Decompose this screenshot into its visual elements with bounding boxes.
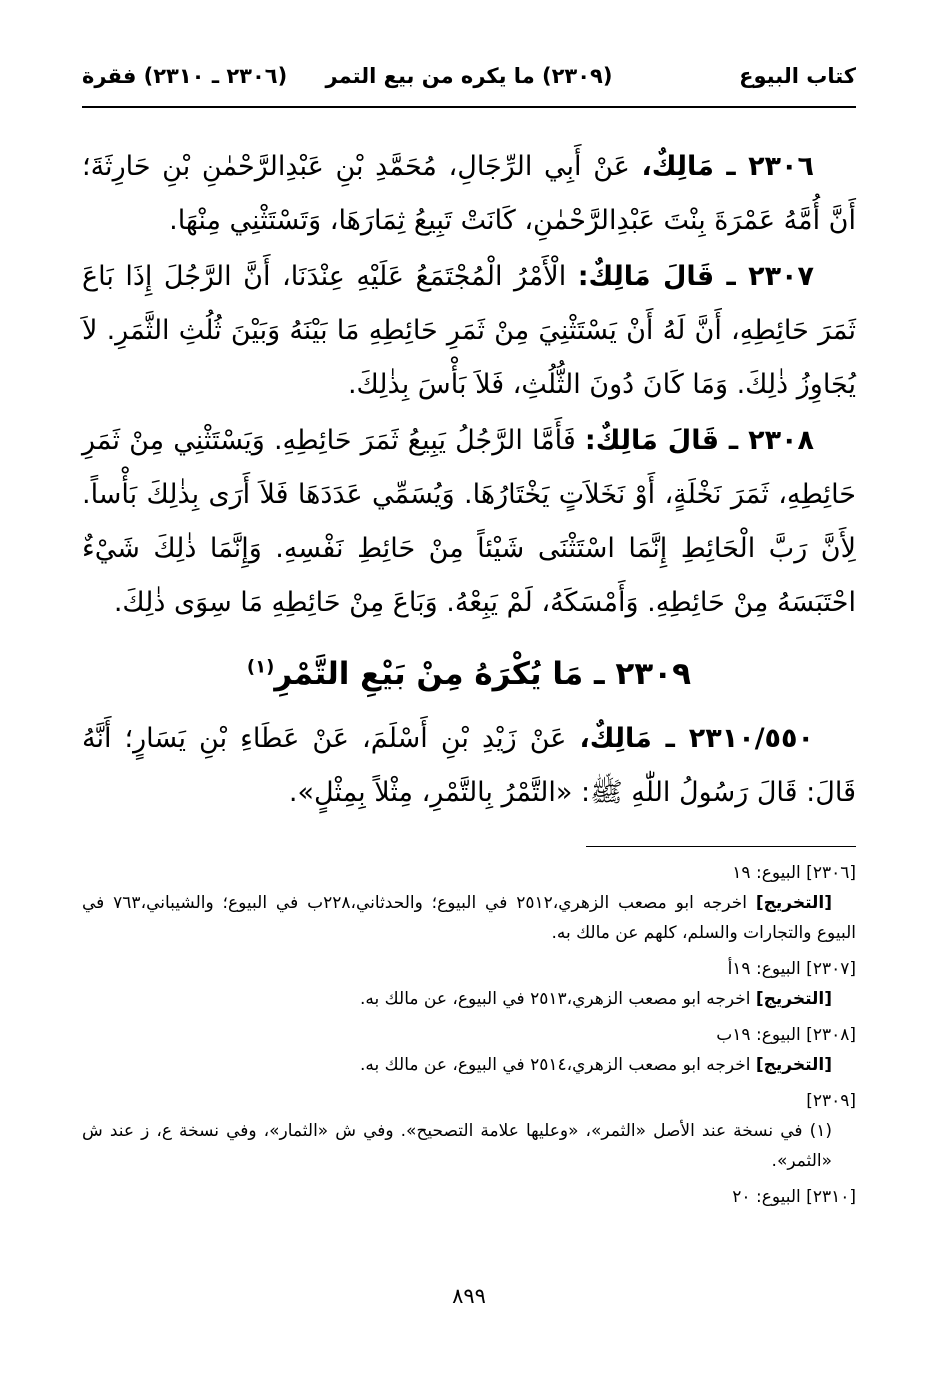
header-rule <box>82 106 856 108</box>
footnote-reference: [٢٣٠٩] <box>806 1091 856 1111</box>
paragraph-text: عَنْ أَبِي الرِّجَالِ، مُحَمَّدِ بْنِ عَبْدِالرَّحْمٰنِ بْنِ حَارِثَةَ؛ أَنَّ أُمَّهُ عَمْرَةَ بِنْتَ عَبْدِالرَّحْمٰنِ، كَانَتْ تَبِيعُ ثِمَارَهَا، وَتَسْتَثْنِي مِنْهَا. <box>82 151 856 236</box>
page-number: ٨٩٩ <box>452 1284 486 1308</box>
footnote-reference: [٢٣٠٨] البيوع: ١٩ب <box>716 1025 856 1045</box>
footnote-takhrij <box>82 984 856 1014</box>
paragraph-text: عَنْ زَيْدِ بْنِ أَسْلَمَ، عَنْ عَطَاءِ بْنِ يَسَارٍ؛ أَنَّهُ قَالَ: قَالَ رَسُولُ اللّٰهِ ﷺ: «التَّمْرُ بِالتَّمْرِ، مِثْلاً بِمِثْلٍ». <box>82 723 856 808</box>
header-paragraph-range: (٢٣٠٦ ـ ٢٣١٠) فقرة <box>82 64 288 88</box>
footnote-reference: [٢٣١٠] البيوع: ٢٠ <box>732 1187 856 1207</box>
paragraph-2306 <box>82 140 856 248</box>
paragraph-2310 <box>82 712 856 820</box>
paragraph-lead: ٢٣٠٦ ـ مَالِكٌ، <box>641 151 814 182</box>
footnote-reference: [٢٣٠٧] البيوع: ١٩أ <box>727 959 856 979</box>
footnote-2307 <box>82 954 856 1014</box>
section-heading <box>82 644 856 704</box>
footnote-2308 <box>82 1020 856 1080</box>
paragraph-text: الْأَمْرُ الْمُجْتَمَعُ عَلَيْهِ عِنْدَنَا، أَنَّ الرَّجُلَ إِذَا بَاعَ ثَمَرَ حَائِطِهِ، أَنَّ لَهُ أَنْ يَسْتَثْنِيَ مِنْ ثَمَرِ حَائِطِهِ مَا بَيْنَهُ وَبَيْنَ ثُلُثِ الثَّمَرِ. لاَ يُجَاوِزُ ذٰلِكَ. وَمَا كَانَ دُونَ الثُّلُثِ، فَلاَ بَأْسَ بِذٰلِكَ. <box>82 261 856 400</box>
takhrij-text: اخرجه ابو مصعب الزهري،٢٥١٤ في البيوع، عن مالك به. <box>360 1055 756 1075</box>
footnote-2309 <box>82 1086 856 1176</box>
footnotes <box>82 858 856 1218</box>
header-chapter-title: (٢٣٠٩) ما يكره من بيع التمر <box>325 64 613 88</box>
paragraph-2307 <box>82 250 856 412</box>
running-header <box>82 60 856 100</box>
footnote-takhrij <box>82 888 856 948</box>
footnote-takhrij <box>82 1050 856 1080</box>
takhrij-text: اخرجه ابو مصعب الزهري،٢٥١٢ في البيوع؛ والحدثاني،٢٢٨ب في البيوع؛ والشيباني،٧٦٣ في البيوع والتجارات والسلم، كلهم عن مالك به. <box>82 893 856 943</box>
paragraph-lead: ٢٣٠٨ ـ قَالَ مَالِكٌ: <box>584 425 815 456</box>
footnote-marker: (١) <box>246 656 275 678</box>
takhrij-label: [التخريج] <box>755 989 832 1009</box>
takhrij-label: [التخريج] <box>755 893 833 913</box>
footnote-2306 <box>82 858 856 948</box>
paragraph-lead: ٢٣٠٧ ـ قَالَ مَالِكٌ: <box>577 261 815 292</box>
footnote-rule <box>586 846 856 847</box>
section-heading-text: ٢٣٠٩ ـ مَا يُكْرَهُ مِنْ بَيْعِ التَّمْرِ <box>274 656 692 692</box>
paragraph-lead: ٢٣١٠/٥٥٠ ـ مَالِكٌ، <box>579 723 814 754</box>
paragraph-text: فَأَمَّا الرَّجُلُ يَبِيعُ ثَمَرَ حَائِطِهِ. وَيَسْتَثْنِي مِنْ ثَمَرِ حَائِطِهِ، ثَمَرَ نَخْلَةٍ، أَوْ نَخَلاَتٍ يَخْتَارُهَا. وَيُسَمِّي عَدَدَهَا فَلاَ أَرَى بِذٰلِكَ بَأْساً. لِأَنَّ رَبَّ الْحَائِطِ إِنَّمَا اسْتَثْنَى شَيْئاً مِنْ حَائِطِ نَفْسِهِ. وَإِنَّمَا ذٰلِكَ شَيْءٌ احْتَبَسَهُ مِنْ حَائِطِهِ. وَأَمْسَكَهُ، لَمْ يَبِعْهُ. وَبَاعَ مِنْ حَائِطِهِ مَا سِوَى ذٰلِكَ. <box>82 425 856 618</box>
footnote-note-1: (١) في نسخة عند الأصل «الثمر»، «وعليها علامة التصحيح». وفي ش «الثمار»، وفي نسخة ع، ز عند ش «الثمر». <box>82 1121 832 1171</box>
header-book-title: كتاب البيوع <box>739 64 856 88</box>
footnote-2310 <box>82 1182 856 1212</box>
main-text <box>82 140 856 820</box>
paragraph-2308 <box>82 414 856 630</box>
takhrij-text: اخرجه ابو مصعب الزهري،٢٥١٣ في البيوع، عن مالك به. <box>360 989 756 1009</box>
takhrij-label: [التخريج] <box>755 1055 832 1075</box>
footnote-reference: [٢٣٠٦] البيوع: ١٩ <box>732 863 856 883</box>
